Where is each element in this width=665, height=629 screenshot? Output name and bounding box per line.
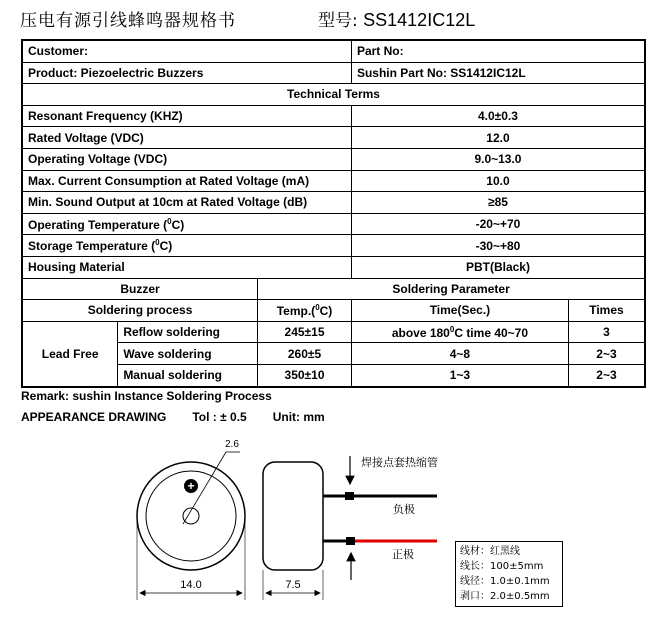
solder-method: Reflow soldering xyxy=(118,321,258,343)
soldering-columns-row xyxy=(22,300,645,322)
spec-row xyxy=(22,256,645,278)
hole-dimension: 2.6 xyxy=(225,439,239,450)
solder-times: 2~3 xyxy=(568,343,645,365)
spec-label-text: Storage Temperature ( xyxy=(28,239,156,254)
appearance-drawing xyxy=(0,430,665,629)
solder-time: 4~8 xyxy=(351,343,568,365)
spec-row xyxy=(22,105,645,127)
buzzer-body xyxy=(263,462,323,570)
positive-heat-shrink xyxy=(346,537,355,545)
solder-temp: 350±10 xyxy=(258,364,352,386)
model-value: SS1412IC12L xyxy=(363,10,476,30)
spec-row xyxy=(22,127,645,149)
spec-value: -20~+70 xyxy=(351,213,645,235)
solder-method: Wave soldering xyxy=(118,343,258,365)
time-column-header: Time(Sec.) xyxy=(351,300,568,322)
temp-unit: C) xyxy=(171,217,185,232)
product-row xyxy=(22,62,645,84)
spec-value: PBT(Black) xyxy=(351,256,645,278)
spec-value: 4.0±0.3 xyxy=(351,105,645,127)
solder-time xyxy=(351,321,568,343)
spec-value: -30~+80 xyxy=(351,235,645,257)
degree-sup: 0 xyxy=(449,324,455,334)
spec-value: 12.0 xyxy=(351,127,645,149)
spec-label: Min. Sound Output at 10cm at Rated Voltage (dB) xyxy=(22,192,351,214)
model-number xyxy=(318,6,475,31)
spec-row xyxy=(22,213,645,235)
solder-row xyxy=(22,321,645,343)
spec-row xyxy=(22,148,645,170)
spec-row xyxy=(22,170,645,192)
tolerance-text: Tol : ± 0.5 xyxy=(192,410,247,424)
soldering-header-row xyxy=(22,278,645,300)
spec-value: ≥85 xyxy=(351,192,645,214)
temp-column-header xyxy=(258,300,352,322)
height-dimension: 7.5 xyxy=(285,579,301,591)
solder-temp: 245±15 xyxy=(258,321,352,343)
spec-label: Operating Voltage (VDC) xyxy=(22,148,351,170)
degree-sup: 0 xyxy=(155,238,160,248)
solder-times: 2~3 xyxy=(568,364,645,386)
model-label: 型号: xyxy=(318,11,358,31)
negative-label: 负极 xyxy=(393,503,415,516)
unit-text: Unit: mm xyxy=(272,410,325,424)
temp-unit: C) xyxy=(159,239,173,254)
spec-label: Housing Material xyxy=(22,256,351,278)
technical-terms-row xyxy=(22,84,645,106)
spec-label xyxy=(22,213,351,235)
customer-row xyxy=(22,40,645,62)
buzzer-heading: Buzzer xyxy=(22,278,258,300)
solder-time-text: above 180 xyxy=(391,325,450,340)
part-no-label: Part No: xyxy=(351,40,645,62)
spec-value: 9.0~13.0 xyxy=(351,148,645,170)
wire-spec-box xyxy=(455,541,563,607)
spec-row xyxy=(22,192,645,214)
temp-column-unit: C) xyxy=(319,303,333,318)
spec-table xyxy=(21,39,646,388)
solder-time: 1~3 xyxy=(351,364,568,386)
soldering-parameter-heading: Soldering Parameter xyxy=(258,278,645,300)
spec-value: 10.0 xyxy=(351,170,645,192)
spec-label: Resonant Frequency (KHZ) xyxy=(22,105,351,127)
wire-diameter: 线径：1.0±0.1mm xyxy=(460,576,550,587)
remark-text: Remark: sushin Instance Soldering Process xyxy=(21,389,272,403)
plus-sign: + xyxy=(187,479,195,493)
spec-label-text: Operating Temperature ( xyxy=(28,217,168,232)
positive-label: 正极 xyxy=(392,548,414,561)
customer-label: Customer: xyxy=(22,40,351,62)
soldering-process-heading: Soldering process xyxy=(22,300,258,322)
appearance-heading xyxy=(21,410,351,424)
diameter-dimension: 14.0 xyxy=(180,579,202,591)
heat-shrink-label: 焊接点套热缩管 xyxy=(361,456,438,469)
wire-material: 线材：红黑线 xyxy=(460,546,520,557)
negative-heat-shrink xyxy=(345,492,354,500)
spec-label xyxy=(22,235,351,257)
temp-column-text: Temp.( xyxy=(276,303,316,318)
times-column-header: Times xyxy=(568,300,645,322)
front-view xyxy=(137,439,245,600)
technical-terms-heading: Technical Terms xyxy=(22,84,645,106)
product-label: Product: Piezoelectric Buzzers xyxy=(22,62,351,84)
side-view xyxy=(263,455,438,600)
appearance-title: APPEARANCE DRAWING xyxy=(21,410,167,424)
spec-label: Max. Current Consumption at Rated Voltage (mA) xyxy=(22,170,351,192)
solder-times: 3 xyxy=(568,321,645,343)
lead-free-label: Lead Free xyxy=(22,321,118,386)
wire-strip: 剥口：2.0±0.5mm xyxy=(460,591,550,602)
document-title: 压电有源引线蜂鸣器规格书 xyxy=(20,11,236,31)
sushin-part-label: Sushin Part No: SS1412IC12L xyxy=(351,62,645,84)
solder-time-rest: C time 40~70 xyxy=(454,325,529,340)
spec-row xyxy=(22,235,645,257)
spec-label: Rated Voltage (VDC) xyxy=(22,127,351,149)
wire-length: 线长：100±5mm xyxy=(460,561,544,572)
solder-temp: 260±5 xyxy=(258,343,352,365)
degree-sup: 0 xyxy=(315,302,320,312)
degree-sup: 0 xyxy=(167,216,172,226)
solder-method: Manual soldering xyxy=(118,364,258,386)
